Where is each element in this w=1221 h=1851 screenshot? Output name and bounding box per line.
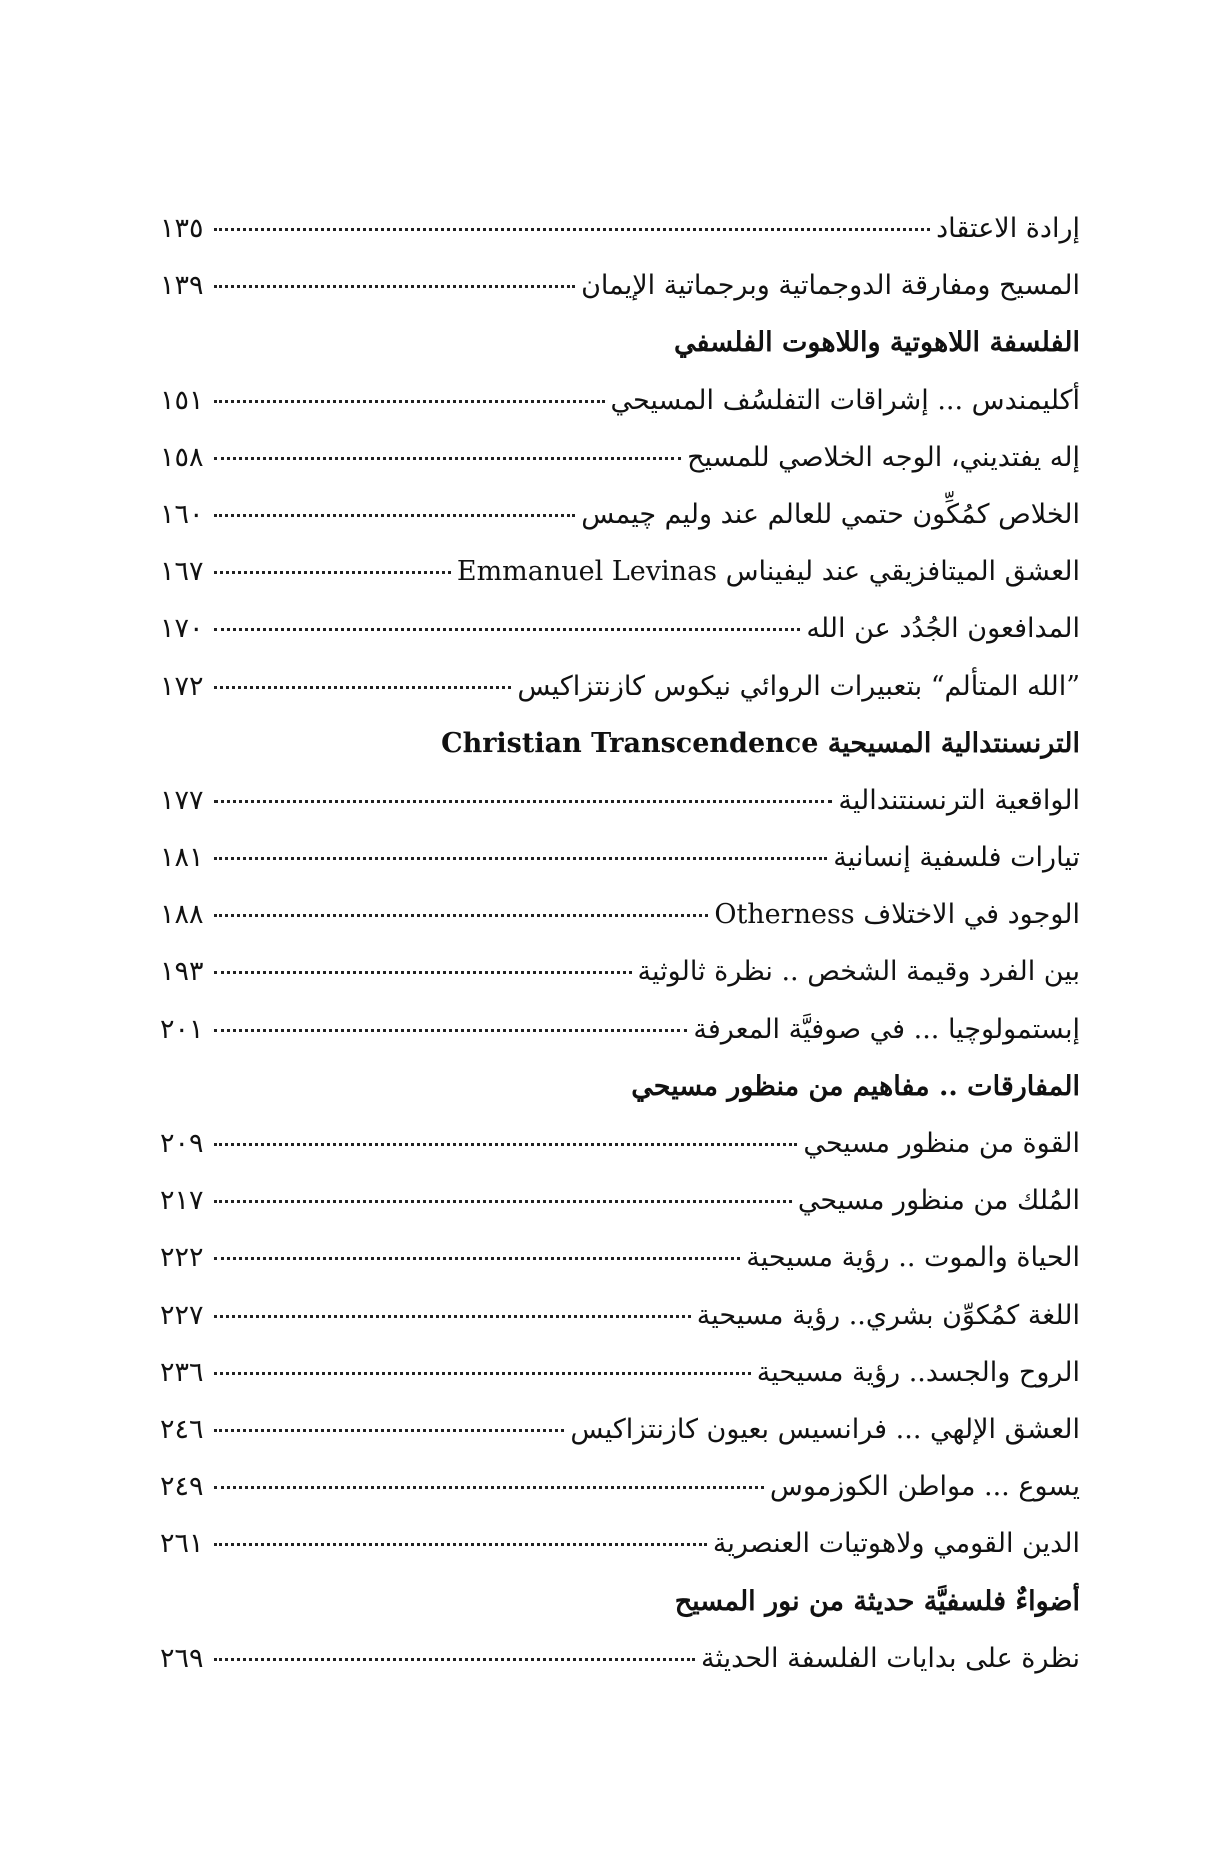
toc-entry-page: ١٧٢ <box>160 670 204 702</box>
toc-entry <box>160 1001 1080 1058</box>
toc-entry <box>160 600 1080 657</box>
toc-entry-page: ٢٣٦ <box>160 1356 204 1388</box>
dot-leader <box>214 912 708 917</box>
toc-entry-title: الدين القومي ولاهوتيات العنصرية <box>712 1528 1080 1560</box>
toc-entry-title: المُلك من منظور مسيحي <box>797 1185 1080 1217</box>
dot-leader <box>214 684 511 689</box>
toc-heading-title: الترنسنتدالية المسيحية Christian Transcendence <box>441 727 1080 759</box>
toc-entry-page: ٢٤٩ <box>160 1471 204 1503</box>
toc-entry-title: المدافعون الجُدُد عن الله <box>806 613 1080 645</box>
dot-leader <box>214 1370 751 1375</box>
dot-leader <box>214 1541 707 1546</box>
toc-entry-page: ١٦٧ <box>160 556 204 588</box>
toc-entry-page: ٢٢٢ <box>160 1242 204 1274</box>
toc-entry-title: الوجود في الاختلاف Otherness <box>714 899 1080 931</box>
toc-entry-page: ١٣٥ <box>160 213 204 244</box>
toc-entry-page: ١٣٩ <box>160 270 204 302</box>
toc-entry <box>160 1287 1080 1344</box>
dot-leader <box>214 969 632 974</box>
toc-heading-title: أضواءٌ فلسفيَّة حديثة من نور المسيح <box>674 1585 1080 1617</box>
toc-entry-page: ٢١٧ <box>160 1185 204 1217</box>
toc-entry <box>160 429 1080 486</box>
toc-entry <box>160 1229 1080 1286</box>
toc-entry-page: ١٧٠ <box>160 613 204 645</box>
toc-entry-title: الواقعية الترنسنتندالية <box>838 784 1080 816</box>
toc-entry-page: ٢٤٦ <box>160 1413 204 1445</box>
toc-entry-title: نظرة على بدايات الفلسفة الحديثة <box>701 1642 1080 1674</box>
dot-leader <box>214 569 451 574</box>
toc-entry-page: ١٩٣ <box>160 956 204 988</box>
toc-entry-title: تيارات فلسفية إنسانية <box>833 842 1080 874</box>
toc-entry-title: الحياة والموت .. رؤية مسيحية <box>746 1242 1080 1274</box>
toc-entry <box>160 1458 1080 1515</box>
dot-leader <box>214 1141 797 1146</box>
toc-entry-title: يسوع ... مواطن الكوزموس <box>769 1471 1080 1503</box>
dot-leader <box>214 1255 740 1260</box>
toc-entry-title: إله يفتديني، الوجه الخلاصي للمسيح <box>687 441 1080 473</box>
dot-leader <box>214 798 832 803</box>
toc-heading-title: المفارقات .. مفاهيم من منظور مسيحي <box>631 1070 1080 1102</box>
toc-section-heading <box>160 715 1080 772</box>
toc-entry-page: ١٨١ <box>160 842 204 874</box>
toc-heading-title: الفلسفة اللاهوتية واللاهوت الفلسفي <box>674 327 1080 359</box>
toc-entry <box>160 486 1080 543</box>
table-of-contents <box>160 200 1080 1687</box>
toc-entry-title: بين الفرد وقيمة الشخص .. نظرة ثالوثية <box>637 956 1080 988</box>
toc-entry <box>160 658 1080 715</box>
toc-entry-title: الخلاص كمُكِّون حتمي للعالم عند وليم چيمس <box>581 498 1080 530</box>
toc-entry-page: ١٧٧ <box>160 784 204 816</box>
toc-entry-title: العشق الإلهي ... فرانسيس بعيون كازنتزاكيس <box>570 1413 1080 1445</box>
toc-entry <box>160 372 1080 429</box>
dot-leader <box>214 455 681 460</box>
dot-leader <box>214 1656 695 1661</box>
toc-entry-title: الروح والجسد.. رؤية مسيحية <box>756 1356 1080 1388</box>
toc-entry <box>160 1630 1080 1687</box>
toc-entry-title: اللغة كمُكوِّن بشري.. رؤية مسيحية <box>696 1299 1080 1331</box>
dot-leader <box>214 283 575 288</box>
toc-entry-title: إبستمولوچيا ... في صوفيَّة المعرفة <box>693 1013 1080 1045</box>
dot-leader <box>214 1027 687 1032</box>
toc-entry <box>160 257 1080 314</box>
dot-leader <box>214 1484 764 1489</box>
toc-entry-title: العشق الميتافزيقي عند ليفيناس Emmanuel Levinas <box>456 556 1080 588</box>
toc-entry-page: ٢٠١ <box>160 1013 204 1045</box>
dot-leader <box>214 1313 691 1318</box>
dot-leader <box>214 1198 792 1203</box>
toc-section-heading <box>160 1058 1080 1115</box>
toc-entry <box>160 543 1080 600</box>
toc-entry <box>160 1401 1080 1458</box>
toc-entry-title: أكليمندس ... إشراقات التفلسُف المسيحي <box>610 384 1080 416</box>
toc-section-heading <box>160 314 1080 371</box>
dot-leader <box>214 855 827 860</box>
dot-leader <box>214 226 930 231</box>
toc-entry <box>160 943 1080 1000</box>
toc-entry-page: ٢٢٧ <box>160 1299 204 1331</box>
toc-entry <box>160 1344 1080 1401</box>
dot-leader <box>214 626 800 631</box>
toc-entry-title: ”الله المتألم“ بتعبيرات الروائي نيكوس كازنتزاكيس <box>517 670 1080 702</box>
dot-leader <box>214 398 605 403</box>
toc-entry <box>160 1172 1080 1229</box>
toc-entry-title: القوة من منظور مسيحي <box>803 1128 1080 1159</box>
toc-entry-title: المسيح ومفارقة الدوجماتية وبرجماتية الإيمان <box>581 270 1080 302</box>
toc-entry-page: ١٦٠ <box>160 498 204 530</box>
toc-entry-page: ١٥١ <box>160 384 204 416</box>
toc-entry-page: ٢٦٩ <box>160 1642 204 1674</box>
toc-section-heading <box>160 1573 1080 1630</box>
toc-entry <box>160 829 1080 886</box>
toc-entry <box>160 1515 1080 1572</box>
toc-entry-page: ١٨٨ <box>160 899 204 931</box>
toc-entry-page: ٢٦١ <box>160 1528 204 1560</box>
toc-entry <box>160 1115 1080 1172</box>
toc-entry-page: ٢٠٩ <box>160 1128 204 1159</box>
toc-entry <box>160 886 1080 943</box>
dot-leader <box>214 512 575 517</box>
dot-leader <box>214 1427 564 1432</box>
toc-entry-title: إرادة الاعتقاد <box>936 213 1080 244</box>
toc-entry-page: ١٥٨ <box>160 441 204 473</box>
toc-entry <box>160 200 1080 257</box>
toc-entry <box>160 772 1080 829</box>
